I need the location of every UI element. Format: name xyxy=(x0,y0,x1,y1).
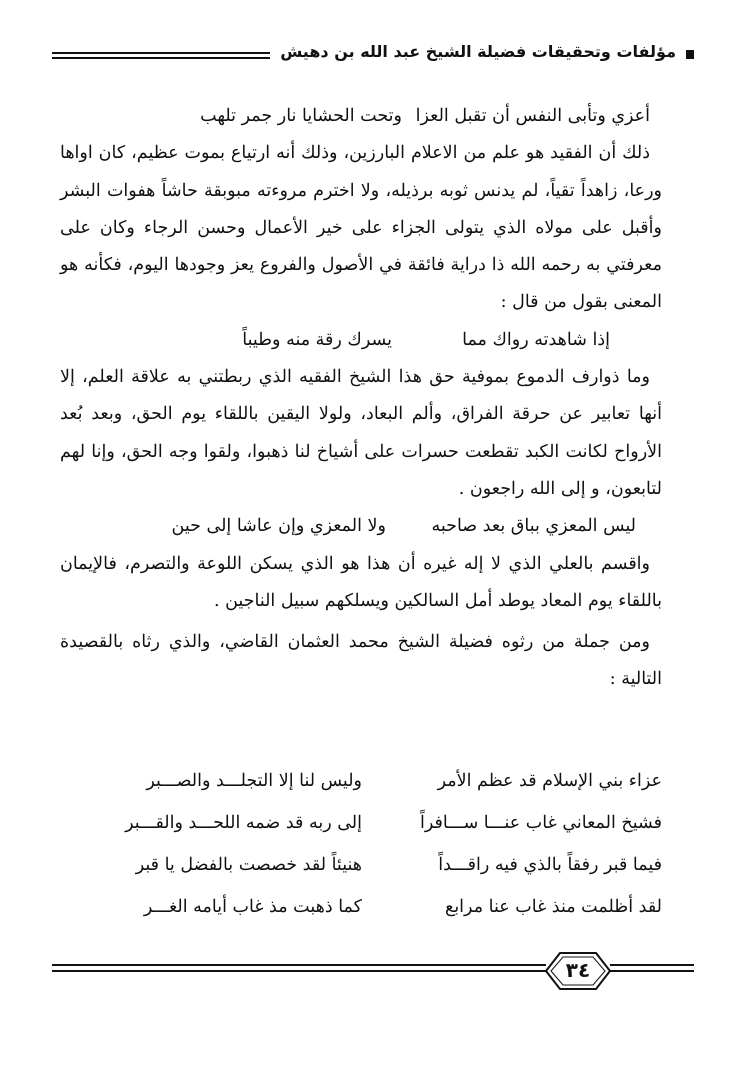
footer-rule-right-bottom xyxy=(610,970,694,972)
poem-second-hemistich: هنيئاً لقد خصصت بالفضل يا قبر xyxy=(135,855,362,875)
verse-second-hemistich: ولا المعزي وإن عاشا إلى حين xyxy=(171,516,386,537)
paragraph-2: وما ذوارف الدموع بموفية حق هذا الشيخ الفقيه الذي ربطتني به علاقة العلم، إلا أنها تعابير عن حرقة الفراق، وألم البعاد، ولولا اليقين باللقاء يوم الحق، وبعد بُعد الأرواح لكانت الكبد تقطعت حسرات على أشياخ لنا ذهبوا، ولقوا وجه الحق، وإنا لهم لتابعون، و إلى الله راجعون . xyxy=(60,367,662,499)
paragraph-3: واقسم بالعلي الذي لا إله غيره أن هذا هو الذي يسكن اللوعة والتصرم، فالإيمان باللقاء يوم المعاد يوطد أمل السالكين ويسلكهم سبيل الناجين . xyxy=(60,553,662,611)
footer-rule-left-bottom xyxy=(52,970,546,972)
running-header xyxy=(52,38,694,68)
poem-first-hemistich: عزاء بني الإسلام قد عظم الأمر xyxy=(437,771,662,791)
verse-3 xyxy=(60,508,662,545)
paragraph-4: ومن جملة من رثوه فضيلة الشيخ محمد العثمان القاضي، والذي رثاه بالقصيدة التالية : xyxy=(60,632,662,690)
poem-verse xyxy=(60,802,662,844)
verse-first-hemistich: ليس المعزي بباق بعد صاحبه xyxy=(431,516,636,537)
verse-2 xyxy=(60,322,662,359)
poem-verse xyxy=(60,844,662,886)
page-number: ٣٤ xyxy=(565,958,591,982)
poem-first-hemistich: لقد أظلمت منذ غاب عنا مرابع xyxy=(445,897,662,917)
page-footer xyxy=(52,946,694,996)
poem-second-hemistich: وليس لنا إلا التجلـــد والصـــبر xyxy=(146,771,362,791)
elegy-poem xyxy=(60,760,662,928)
header-bullet-icon xyxy=(686,50,694,58)
poem-second-hemistich: إلى ربه قد ضمه اللحـــد والقـــبر xyxy=(125,813,362,833)
poem-first-hemistich: فيما قبر رفقاً بالذي فيه راقـــداً xyxy=(438,855,662,875)
footer-rule-left-top xyxy=(52,964,546,966)
header-title: مؤلفات وتحقيقات فضيلة الشيخ عبد الله بن دهيش xyxy=(270,42,686,61)
page-number-badge xyxy=(544,951,612,991)
verse-first-hemistich: إذا شاهدته رواك مما xyxy=(462,329,610,350)
verse-first-hemistich: أعزي وتأبى النفس أن تقبل العزا xyxy=(415,106,650,126)
footer-rule-right-top xyxy=(610,964,694,966)
poem-first-hemistich: فشيخ المعاني غاب عنـــا ســـافراً xyxy=(419,813,662,833)
poem-second-hemistich: كما ذهبت مذ غاب أيامه الغـــر xyxy=(143,897,362,917)
text-body xyxy=(60,98,662,699)
verse-second-hemistich: يسرك رقة منه وطيباً xyxy=(242,329,392,350)
paragraph-1: ذلك أن الفقيد هو علم من الاعلام البارزين، وذلك أنه ارتياع بموت عظيم، كان اواها ورعا، زاهداً تقياً، لم يدنس ثوبه برذيله، ولا اخترم مروءته مبوبقة حاشاً هفوات البشر وأقبل على مولاه الذي يتولى الجزاء على خير الأعمال وحسن الرجاء وكان على معرفتي به رحمه الله ذا دراية فائقة في الأصول والفروع يعز وجودها اليوم، فكأنه هو المعنى بقول من قال : xyxy=(60,143,662,313)
verse-second-hemistich: وتحت الحشايا نار جمر تلهب xyxy=(200,106,402,126)
poem-verse xyxy=(60,760,662,802)
verse-opening xyxy=(60,98,662,135)
poem-verse xyxy=(60,886,662,928)
